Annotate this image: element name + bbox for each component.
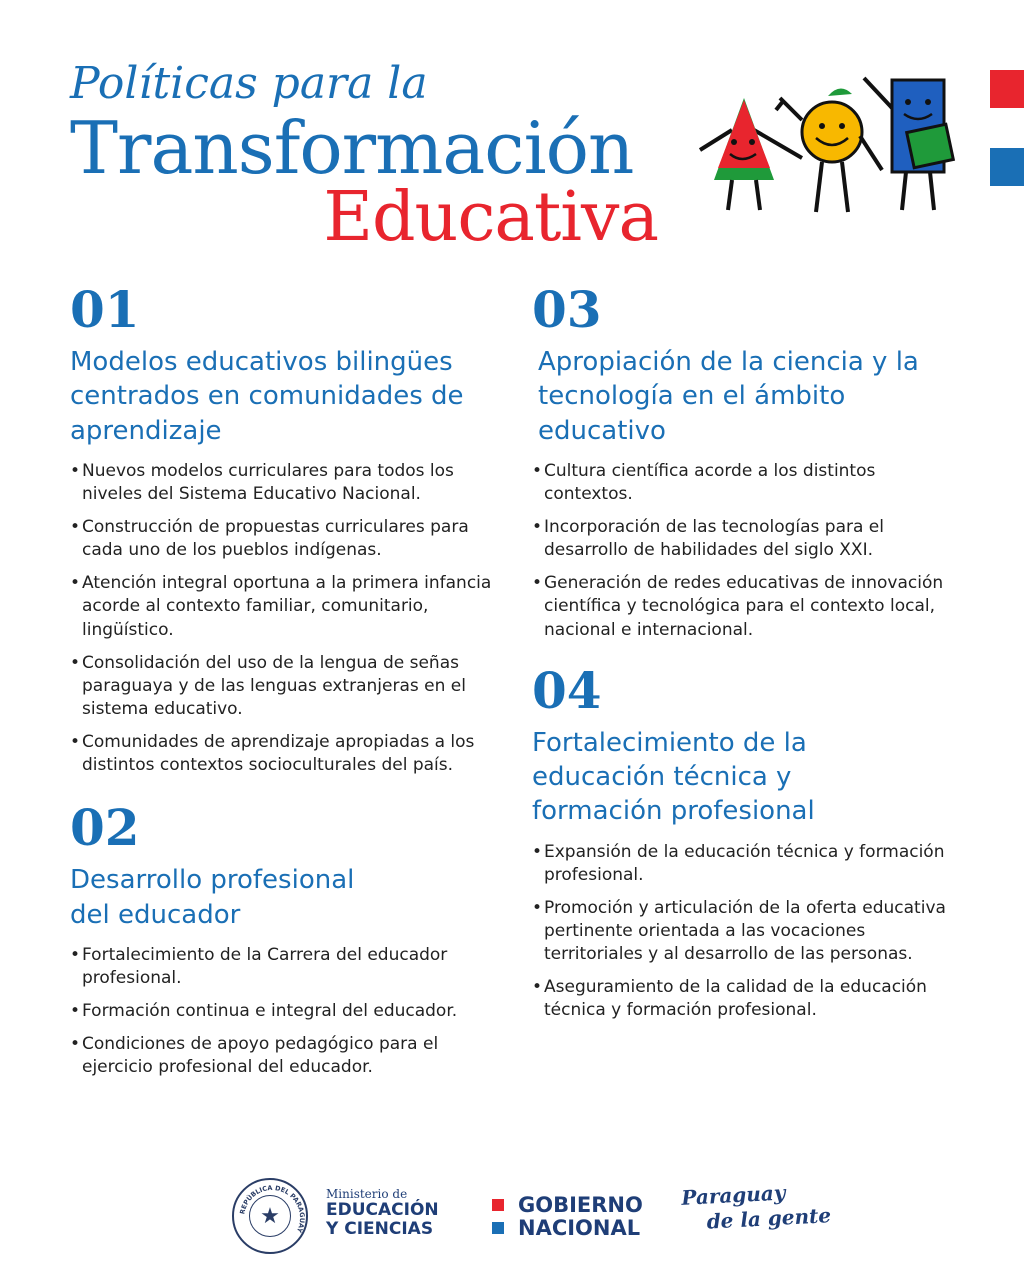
section-list xyxy=(70,944,510,1080)
seal-ring-icon xyxy=(234,1180,310,1256)
section-list xyxy=(532,460,962,642)
list-item: • Cultura científica acorde a los distintos contextos. xyxy=(532,460,962,506)
list-item: • Incorporación de las tecnologías para el desarrollo de habilidades del siglo XXI. xyxy=(532,516,962,562)
section-number: 03 xyxy=(532,280,602,339)
list-item: • Consolidación del uso de la lengua de señas paraguaya y de las lenguas extranjeras en el sistema educativo. xyxy=(70,652,510,721)
gob-line-2: NACIONAL xyxy=(518,1215,641,1240)
list-item: • Aseguramiento de la calidad de la educación técnica y formación profesional. xyxy=(532,976,962,1022)
red-triangle-character-icon xyxy=(700,98,802,210)
flag-red-bar xyxy=(990,70,1024,108)
ministry-logo xyxy=(326,1188,439,1239)
slogan-line-2: de la gente xyxy=(706,1203,832,1234)
list-item: • Fortalecimiento de la Carrera del educador profesional. xyxy=(70,944,510,990)
national-seal-icon xyxy=(232,1178,308,1254)
section-title: Apropiación de la ciencia y la tecnología en el ámbito educativo xyxy=(538,347,919,446)
list-item: • Construcción de propuestas curriculares para cada uno de los pueblos indígenas. xyxy=(70,516,510,562)
section-title: Desarrollo profesional del educador xyxy=(70,865,355,930)
section-number: 04 xyxy=(532,660,602,720)
title-line-2: Transformación xyxy=(70,106,634,191)
gob-line-1: GOBIERNO xyxy=(518,1193,643,1217)
slogan-logo xyxy=(681,1178,832,1236)
footer-logos xyxy=(0,1170,1024,1270)
title-line-1: Políticas para la xyxy=(70,58,428,109)
section-list xyxy=(70,460,510,777)
star-icon: ★ xyxy=(249,1195,291,1237)
red-square-icon xyxy=(492,1199,504,1211)
seal-text: REPÚBLICA DEL PARAGUAY xyxy=(238,1183,307,1234)
title-line-3: Educativa xyxy=(323,178,658,258)
policy-section-02 xyxy=(70,798,510,1079)
gobierno-nacional-logo xyxy=(494,1194,643,1239)
orange-circle-character-icon xyxy=(780,88,882,212)
list-item: • Comunidades de aprendizaje apropiadas a los distintos contextos socioculturales del país. xyxy=(70,731,510,777)
list-item: • Promoción y articulación de la oferta educativa pertinente orientada a las vocaciones territoriales y al desarrollo de las personas. xyxy=(532,897,962,966)
right-column xyxy=(532,280,962,1042)
section-number: 02 xyxy=(70,798,140,858)
page-header xyxy=(70,58,690,258)
policy-section-03 xyxy=(532,280,962,642)
blue-rectangle-character-icon xyxy=(864,78,953,210)
list-item: • Atención integral oportuna a la primera infancia acorde al contexto familiar, comunitario, lingüístico. xyxy=(70,572,510,641)
section-title: Fortalecimiento de la educación técnica y formación profesional xyxy=(532,727,815,827)
section-number: 01 xyxy=(70,280,140,339)
list-item: • Generación de redes educativas de innovación científica y tecnológica para el contexto local, nacional e internacional. xyxy=(532,572,962,641)
ministry-line-2: Y CIENCIAS xyxy=(326,1218,434,1239)
flag-blue-bar xyxy=(990,148,1024,186)
section-title: Modelos educativos bilingües centrados en comunidades de aprendizaje xyxy=(70,347,464,446)
list-item: • Expansión de la educación técnica y formación profesional. xyxy=(532,841,962,887)
list-item: • Condiciones de apoyo pedagógico para el ejercicio profesional del educador. xyxy=(70,1033,510,1079)
section-list xyxy=(532,841,962,1023)
mascots-illustration xyxy=(692,70,962,220)
ministry-line-1: EDUCACIÓN xyxy=(326,1200,439,1221)
slogan-line-1: Paraguay xyxy=(680,1180,786,1210)
policy-section-04 xyxy=(532,660,962,1023)
policy-section-01 xyxy=(70,280,510,777)
ministry-small-text: Ministerio de xyxy=(326,1187,408,1201)
list-item: • Formación continua e integral del educador. xyxy=(70,1000,510,1023)
svg-text:REPÚBLICA DEL PARAGUAY xyxy=(238,1184,306,1234)
blue-square-icon xyxy=(492,1222,504,1234)
list-item: • Nuevos modelos curriculares para todos los niveles del Sistema Educativo Nacional. xyxy=(70,460,510,506)
left-column xyxy=(70,280,510,1099)
